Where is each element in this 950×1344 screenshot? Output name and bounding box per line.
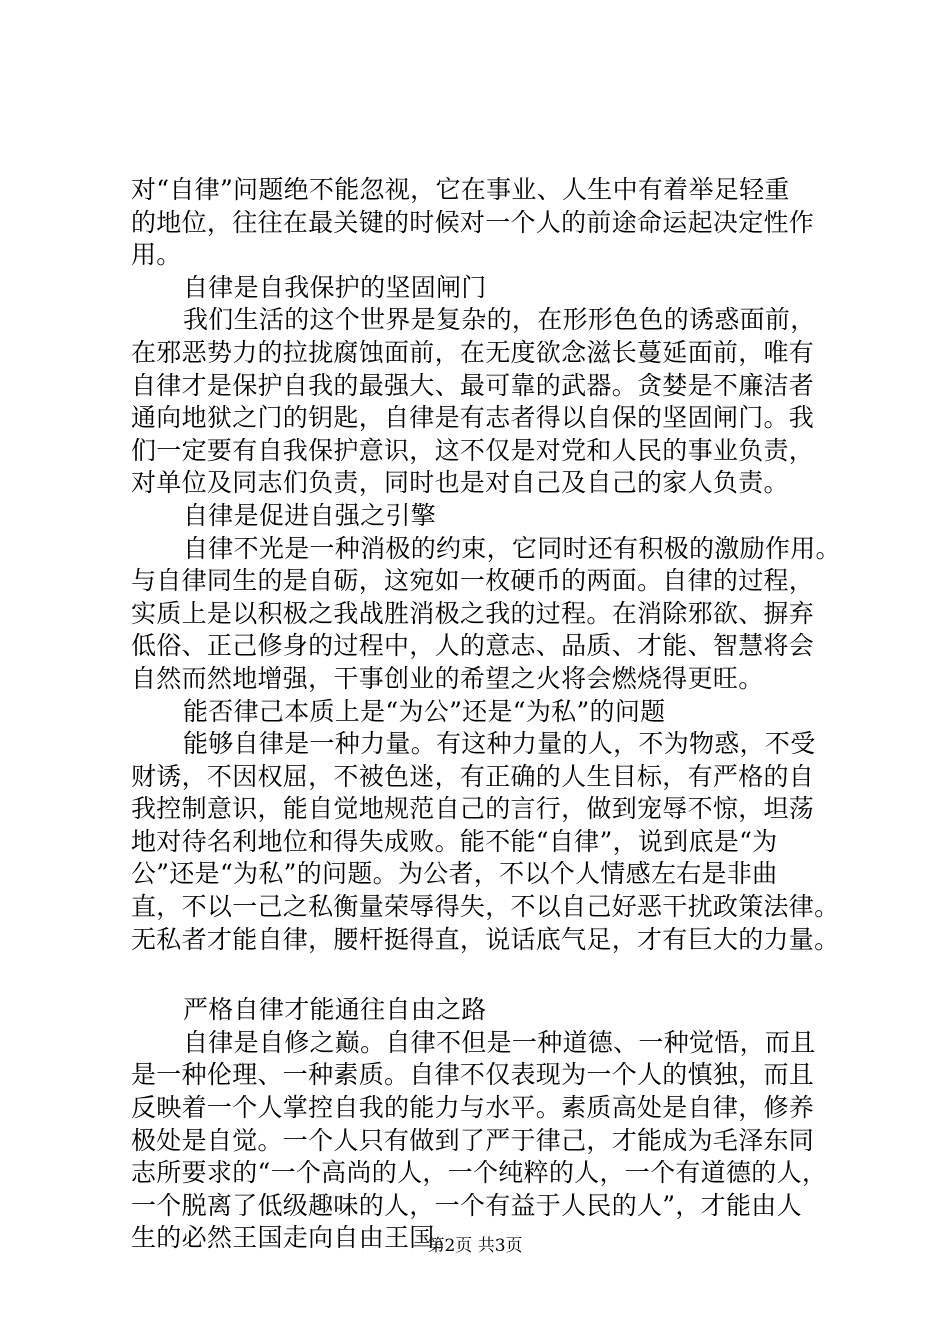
text-line: 能够自律是一种力量。有这种力量的人，不为物惑，不受 bbox=[183, 729, 816, 759]
text-line: 直，不以一己之私衡量荣辱得失，不以自己好恶干扰政策法律。 bbox=[131, 892, 840, 922]
text-line: 我控制意识，能自觉地规范自己的言行，做到宠辱不惊，坦荡 bbox=[131, 794, 815, 824]
text-line: 地对待名利地位和得失成败。能不能“自律”，说到底是“为 bbox=[131, 826, 778, 856]
text-line: 们一定要有自我保护意识，这不仅是对党和人民的事业负责， bbox=[131, 435, 815, 465]
text-line: 自律是促进自强之引擎 bbox=[183, 500, 437, 530]
text-line: 生的必然王国走向自由王国。 bbox=[131, 1223, 460, 1253]
text-line: 是一种伦理、一种素质。自律不仅表现为一个人的慎独，而且 bbox=[131, 1060, 815, 1090]
text-line: 财诱，不因权屈，不被色迷，有正确的人生目标，有严格的自 bbox=[131, 761, 815, 791]
text-line: 无私者才能自律，腰杆挺得直，说话底气足，才有巨大的力量。 bbox=[131, 924, 840, 954]
text-line: 严格自律才能通往自由之路 bbox=[183, 995, 487, 1025]
text-line: 低俗、正己修身的过程中，人的意志、品质、才能、智慧将会 bbox=[131, 631, 815, 661]
text-line: 自律是自修之巅。自律不但是一种道德、一种觉悟，而且 bbox=[183, 1027, 816, 1057]
text-line: 用。 bbox=[131, 240, 182, 270]
text-line: 在邪恶势力的拉拢腐蚀面前，在无度欲念滋长蔓延面前，唯有 bbox=[131, 337, 815, 367]
text-line: 志所要求的“一个高尚的人，一个纯粹的人，一个有道德的人， bbox=[131, 1158, 828, 1188]
text-line: 我们生活的这个世界是复杂的，在形形色色的诱惑面前， bbox=[183, 305, 816, 335]
text-line: 一个脱离了低级趣味的人，一个有益于人民的人”，才能由人 bbox=[131, 1190, 802, 1220]
text-line: 对“自律”问题绝不能忽视，它在事业、人生中有着举足轻重 bbox=[131, 175, 790, 204]
blank-line bbox=[131, 956, 831, 994]
text-line: 反映着一个人掌控自我的能力与水平。素质高处是自律，修养 bbox=[131, 1093, 815, 1123]
document-body bbox=[131, 174, 841, 1255]
text-line: 实质上是以积极之我战胜消极之我的过程。在消除邪欲、摒弃 bbox=[131, 598, 815, 628]
text-line: 能否律己本质上是“为公”还是“为私”的问题 bbox=[183, 696, 666, 726]
text-line: 公”还是“为私”的问题。为公者，不以个人情感左右是非曲 bbox=[131, 859, 778, 889]
text-line: 自然而然地增强，干事创业的希望之火将会燃烧得更旺。 bbox=[131, 663, 764, 693]
text-line: 与自律同生的是自砺，这宛如一枚硬币的两面。自律的过程， bbox=[131, 566, 815, 596]
text-line: 对单位及同志们负责，同时也是对自己及自己的家人负责。 bbox=[131, 468, 789, 498]
text-line: 自律才是保护自我的最强大、最可靠的武器。贪婪是不廉洁者 bbox=[131, 370, 815, 400]
page-number-footer: 第2页 共3页 bbox=[427, 1236, 523, 1256]
text-line: 的地位，往往在最关键的时候对一个人的前途命运起决定性作 bbox=[131, 207, 815, 237]
text-line: 自律是自我保护的坚固闸门 bbox=[183, 272, 487, 302]
text-line: 通向地狱之门的钥匙，自律是有志者得以自保的坚固闸门。我 bbox=[131, 403, 815, 433]
text-line: 自律不光是一种消极的约束，它同时还有积极的激励作用。 bbox=[183, 533, 841, 563]
text-line: 极处是自觉。一个人只有做到了严于律己，才能成为毛泽东同 bbox=[131, 1125, 815, 1155]
